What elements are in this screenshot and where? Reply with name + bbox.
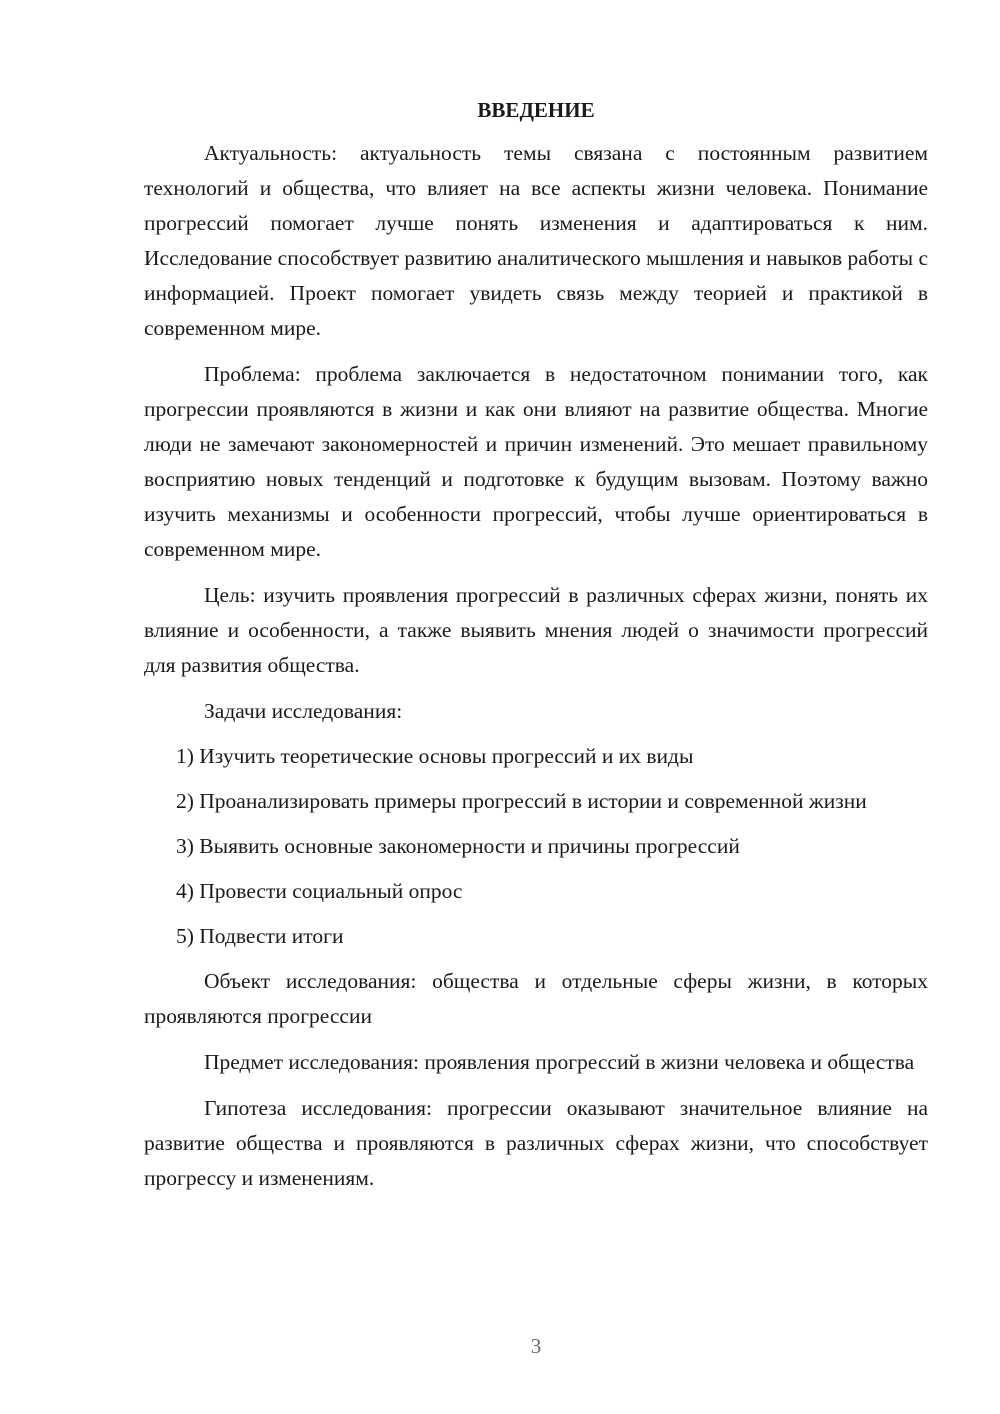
list-item: 3) Выявить основные закономерности и причины прогрессий [176,834,740,858]
list-item: 4) Провести социальный опрос [176,879,463,903]
paragraph-goal: Цель: изучить проявления прогрессий в различных сферах жизни, понять их влияние и особенности, а также выявить мнения людей о значимости прогрессий для развития общества. [144,583,928,677]
page-title: ВВЕДЕНИЕ [477,98,595,122]
paragraph-subject: Предмет исследования: проявления прогрессий в жизни человека и общества [204,1050,915,1074]
tasks-list [144,739,928,954]
paragraph-object: Объект исследования: общества и отдельные сферы жизни, в которых проявляются прогрессии [144,969,928,1028]
list-item: 5) Подвести итоги [176,924,344,948]
list-item: 1) Изучить теоретические основы прогрессий и их виды [176,744,694,768]
page-content [144,96,928,1207]
paragraph-tasks-heading: Задачи исследования: [204,699,403,723]
list-item: 2) Проанализировать примеры прогрессий в истории и современной жизни [176,789,867,813]
paragraph-problem: Проблема: проблема заключается в недостаточном понимании того, как прогрессии проявляются в жизни и как они влияют на развитие общества. Многие люди не замечают закономерностей и причин изменений. Это мешает правильному восприятию новых тенденций и подготовке к будущим вызовам. Поэтому важно изучить механизмы и особенности прогрессий, чтобы лучше ориентироваться в современном мире. [144,362,928,561]
paragraph-hypothesis: Гипотеза исследования: прогрессии оказывают значительное влияние на развитие общества и проявляются в различных сферах жизни, что способствует прогрессу и изменениям. [144,1096,928,1190]
paragraph-relevance: Актуальность: актуальность темы связана с постоянным развитием технологий и общества, что влияет на все аспекты жизни человека. Понимание прогрессий помогает лучше понять изменения и адаптироваться к ним. Исследование способствует развитию аналитического мышления и навыков работы с информацией. Проект помогает увидеть связь между теорией и практикой в современном мире. [144,141,928,340]
page-number: 3 [530,1334,542,1358]
